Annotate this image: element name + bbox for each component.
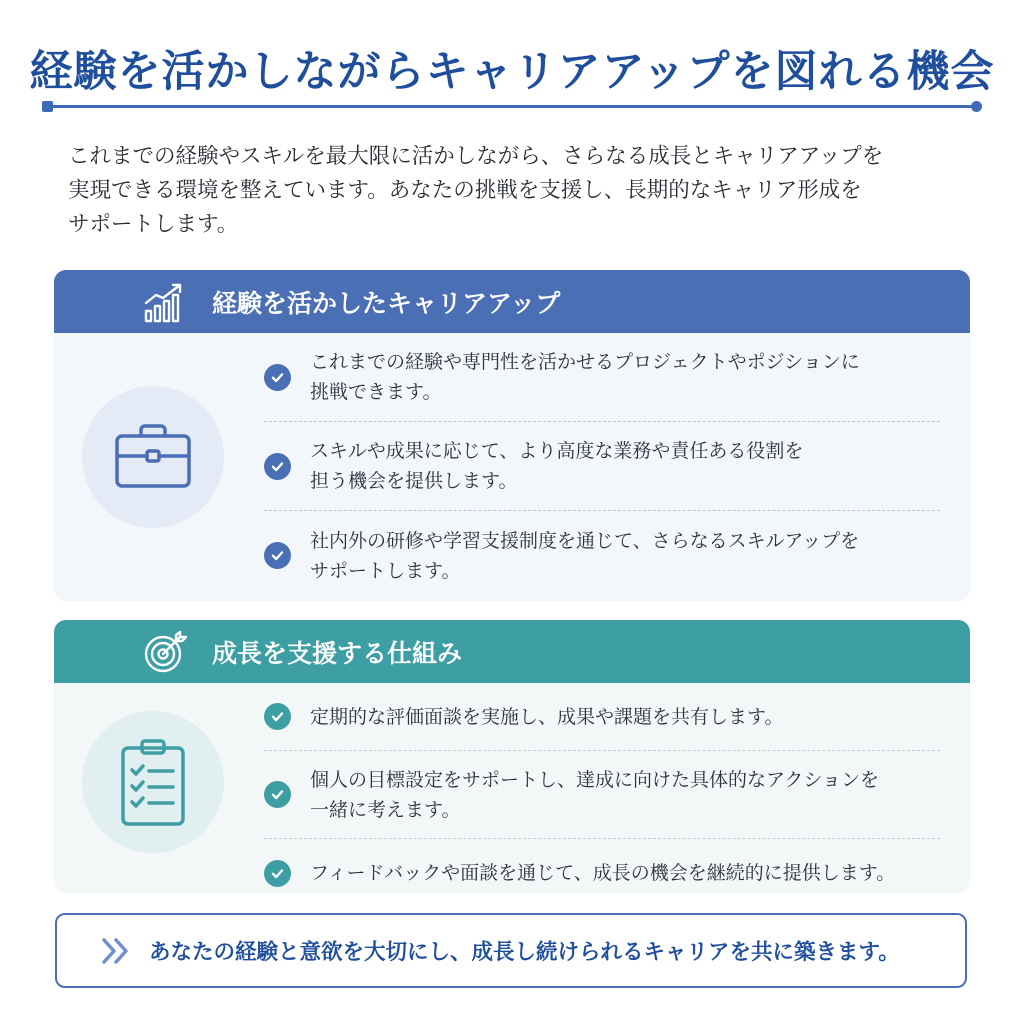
check-icon bbox=[264, 781, 291, 808]
target-icon bbox=[142, 629, 188, 675]
title-divider bbox=[46, 105, 978, 108]
item-text-line: 定期的な評価面談を実施し、成果や課題を共有します。 bbox=[310, 705, 784, 728]
career-up-card-header bbox=[54, 270, 970, 333]
list-item bbox=[264, 839, 940, 893]
item-text-line: 社内外の研修や学習支援制度を通じて、さらなるスキルアップを bbox=[310, 529, 860, 552]
section-heading: 成長を支援する仕組み bbox=[212, 638, 463, 668]
intro-line: 実現できる環境を整えています。あなたの挑戦を支援し、長期的なキャリア形成を bbox=[68, 178, 862, 203]
section-heading: 経験を活かしたキャリアアップ bbox=[212, 288, 561, 318]
growth-support-list bbox=[264, 683, 940, 893]
check-icon bbox=[264, 453, 291, 480]
list-item bbox=[264, 683, 940, 751]
growth-support-card bbox=[54, 620, 970, 893]
item-text-line: フィードバックや面談を通じて、成長の機会を継続的に提供します。 bbox=[310, 862, 896, 884]
check-icon bbox=[264, 860, 291, 887]
check-icon bbox=[264, 364, 291, 391]
check-icon bbox=[264, 703, 291, 730]
list-item bbox=[264, 751, 940, 839]
item-text-line: スキルや成果に応じて、より高度な業務や責任ある役割を bbox=[310, 440, 804, 462]
career-up-list bbox=[264, 333, 940, 600]
briefcase-icon bbox=[113, 422, 193, 492]
check-icon bbox=[264, 542, 291, 569]
banner-text: あなたの経験と意欲を大切にし、成長し続けられるキャリアを共に築きます。 bbox=[149, 940, 900, 965]
growth-support-card-header bbox=[54, 620, 970, 683]
item-text-line: 個人の目標設定をサポートし、達成に向けた具体的なアクションを bbox=[310, 768, 880, 791]
list-item bbox=[264, 333, 940, 422]
page-title: 経験を活かしながらキャリアアップを図れる機会 bbox=[29, 47, 995, 97]
intro-line: これまでの経験やスキルを最大限に活かしながら、さらなる成長とキャリアアップを bbox=[68, 144, 884, 169]
closing-banner bbox=[55, 913, 967, 988]
briefcase-illustration bbox=[82, 386, 224, 528]
growth-chart-icon bbox=[142, 279, 188, 325]
item-text-line: 一緒に考えます。 bbox=[310, 798, 461, 821]
intro-line: サポートします。 bbox=[68, 212, 239, 237]
clipboard-illustration bbox=[82, 711, 224, 853]
item-text-line: 挑戦できます。 bbox=[310, 381, 442, 403]
career-up-card bbox=[54, 270, 970, 601]
list-item bbox=[264, 422, 940, 511]
intro-paragraph bbox=[68, 140, 968, 242]
item-text-line: サポートします。 bbox=[310, 559, 461, 582]
item-text-line: 担う機会を提供します。 bbox=[310, 470, 518, 492]
clipboard-checklist-icon bbox=[118, 736, 188, 828]
double-chevron-right-icon bbox=[99, 934, 133, 968]
item-text-line: これまでの経験や専門性を活かせるプロジェクトやポジションに bbox=[310, 351, 860, 373]
list-item bbox=[264, 511, 940, 600]
